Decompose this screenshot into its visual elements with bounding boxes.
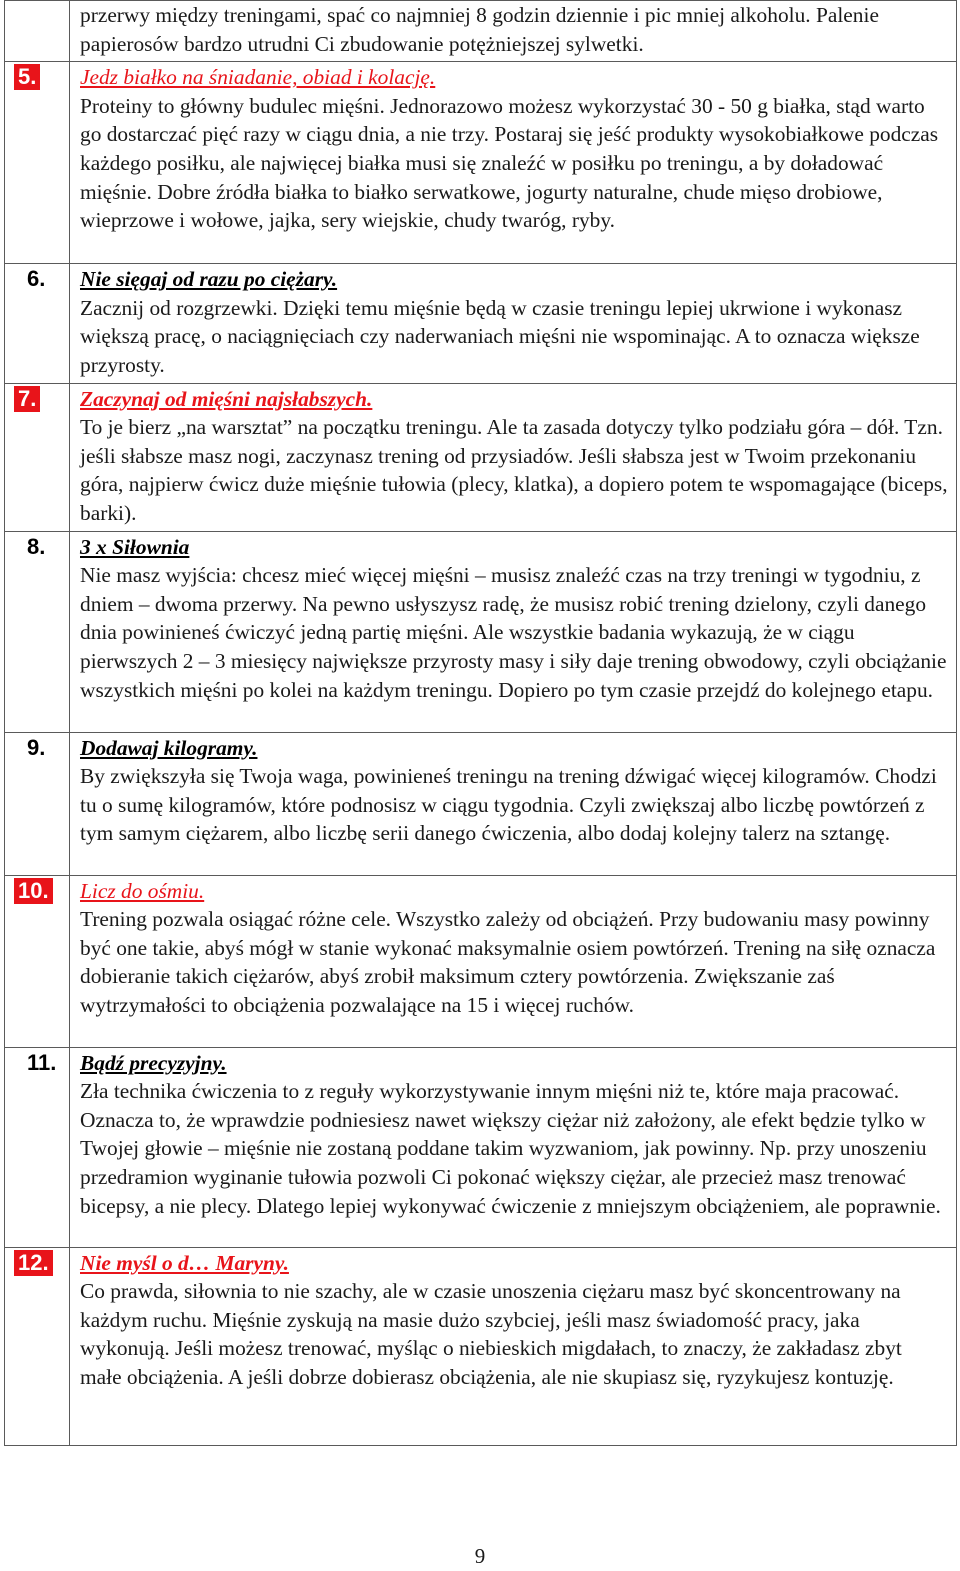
rule-number: 9. <box>27 734 46 760</box>
content-cell <box>70 732 957 875</box>
rule-text: By zwiększyła się Twoja waga, powinieneś treningu na trening dźwigać więcej kilogramów. Chodzi tu o sumę kilogramów, które podnosisz w ciągu tygodnia. Czyli zwiększaj albo liczbę powtórzeń z tym samym ciężarem, albo liczbę serii danego ćwiczenia, albo dodaj kolejny talerz na sztangę. <box>80 764 937 846</box>
rule-text: Co prawda, siłownia to nie szachy, ale w czasie unoszenia ciężaru masz być skoncentrowany na każdym ruchu. Mięśnie zyskują na masie dużo szybciej, jeśli masz świadomość pracy, jaka wykonują. Jeśli możesz trenować, myśląc o niebieskich migdałach, to znaczy, że zakładasz zbyt małe obciążenia. A jeśli dobrze dobierasz obciążenia, ale nie skupiasz się, ryzykujesz kontuzję. <box>80 1279 902 1389</box>
rule-heading: Nie sięgaj od razu po ciężary. <box>80 267 338 292</box>
rule-text: Proteiny to główny budulec mięśni. Jednorazowo możesz wykorzystać 30 - 50 g białka, stąd warto go dostarczać pięć razy w ciągu dnia, a nie trzy. Postaraj się jeść produkty wysokobiałkowe podczas każdego posiłku, ale najwięcej białka musi się znaleźć w posiłku po treningu, a by doładować mięśnie. Dobre źródła białka to białko serwatkowe, jogurty naturalne, chude mięso drobiowe, wieprzowe i wołowe, jajka, sery wiejskie, chudy twaróg, ryby. <box>80 93 939 233</box>
rule-number: 6. <box>27 266 46 292</box>
content-cell <box>70 1 957 62</box>
content-cell <box>70 531 957 732</box>
rule-heading: Zaczynaj od mięśni najsłabszych. <box>80 386 373 411</box>
rule-number: 11. <box>27 1049 57 1075</box>
number-cell <box>5 531 70 732</box>
rule-text: Zła technika ćwiczenia to z reguły wykorzystywanie innym mięśni niż te, które maja pracować. Oznacza to, że wprawdzie podniesiesz nawet większy ciężar niż założony, ale efekt będzie tylko w Twojej głowie – mięśnie nie zostaną poddane takim wyzwaniom, jak powinny. Np. przy unoszeniu przedramion wyginanie tułowia pozwoli Ci pokonać większy ciężar, ale przecież masz trenować bicepsy, a nie plecy. Dlatego lepiej wykonywać ćwiczenie z mniejszym obciążeniem, ale poprawnie. <box>80 1079 941 1218</box>
content-cell <box>70 1247 957 1445</box>
content-cell <box>70 875 957 1047</box>
rule-heading: Bądź precyzyjny. <box>80 1050 227 1075</box>
rule-text: Trening pozwala osiągać różne cele. Wszystko zależy od obciążeń. Przy budowaniu masy powinny być one takie, abyś mógł w stanie wykonać maksymalnie osiem powtórzeń. Trening na siłę oznacza dobieranie takich ciężarów, abyś zrobił maksimum cztery powtórzenia. Zwiększanie zaś wytrzymałości to obciążenia pozwalające na 15 i więcej ruchów. <box>80 907 936 1017</box>
table-row <box>5 1047 957 1247</box>
table-row <box>5 62 957 264</box>
table-row <box>5 1247 957 1445</box>
rules-table <box>4 0 957 1446</box>
rule-text: Nie masz wyjścia: chcesz mieć więcej mięśni – musisz znaleźć czas na trzy treningi w tygodniu, z dniem – dwoma przerwy. Na pewno usłyszysz radę, że musisz robić trening dzielony, czyli danego dnia powinieneś ćwiczyć jedną partię mięśni. Ale wszystkie badania wykazują, że w ciągu pierwszych 2 – 3 miesięcy największe przyrosty masy i siły daje trening obwodowy, czyli obciążanie wszystkich mięśni po kolei na każdym treningu. Dopiero po tym czasie przejdź do kolejnego etapu. <box>80 563 947 702</box>
table-row <box>5 875 957 1047</box>
number-cell <box>5 875 70 1047</box>
content-cell <box>70 264 957 383</box>
rule-number: 10. <box>14 878 53 904</box>
number-cell <box>5 1247 70 1445</box>
content-cell <box>70 62 957 264</box>
table-row <box>5 264 957 383</box>
rule-heading: 3 x Siłownia <box>80 534 190 559</box>
rule-number: 12. <box>14 1250 53 1276</box>
rule-heading: Jedz białko na śniadanie, obiad i kolację. <box>80 65 436 90</box>
content-cell <box>70 1047 957 1247</box>
rule-number: 8. <box>27 533 46 559</box>
table-row <box>5 531 957 732</box>
rule-heading: Nie myśl o d… Maryny. <box>80 1250 289 1275</box>
number-cell <box>5 1 70 62</box>
table-row <box>5 732 957 875</box>
rule-heading: Dodawaj kilogramy. <box>80 735 258 760</box>
rule-number: 7. <box>14 386 40 412</box>
number-cell <box>5 383 70 531</box>
number-cell <box>5 1047 70 1247</box>
table-row <box>5 1 957 62</box>
continuation-text: przerwy między treningami, spać co najmniej 8 godzin dziennie i pic mniej alkoholu. Palenie papierosów bardzo utrudni Ci zbudowanie potężniejszej sylwetki. <box>80 3 879 56</box>
rule-text: To je bierz „na warsztat” na początku treningu. Ale ta zasada dotyczy tylko podziału góra – dół. Tzn. jeśli słabsze masz nogi, zaczynasz trening od przysiadów. Jeśli słabsza jest w Twoim przekonaniu góra, najpierw ćwicz duże mięśnie tułowia (plecy, klatka), a dopiero potem te wspomagające (biceps, barki). <box>80 415 948 525</box>
page-number: 9 <box>474 1544 486 1568</box>
rule-number: 5. <box>14 64 40 90</box>
table-row <box>5 383 957 531</box>
rule-text: Zacznij od rozgrzewki. Dzięki temu mięśnie będą w czasie treningu lepiej ukrwione i wykonasz większą pracę, o naciągnięciach czy naderwaniach mięśni nie wspominając. A to oznacza większe przyrosty. <box>80 295 920 377</box>
rule-heading: Licz do ośmiu. <box>80 878 205 903</box>
content-cell <box>70 383 957 531</box>
number-cell <box>5 732 70 875</box>
number-cell <box>5 62 70 264</box>
number-cell <box>5 264 70 383</box>
